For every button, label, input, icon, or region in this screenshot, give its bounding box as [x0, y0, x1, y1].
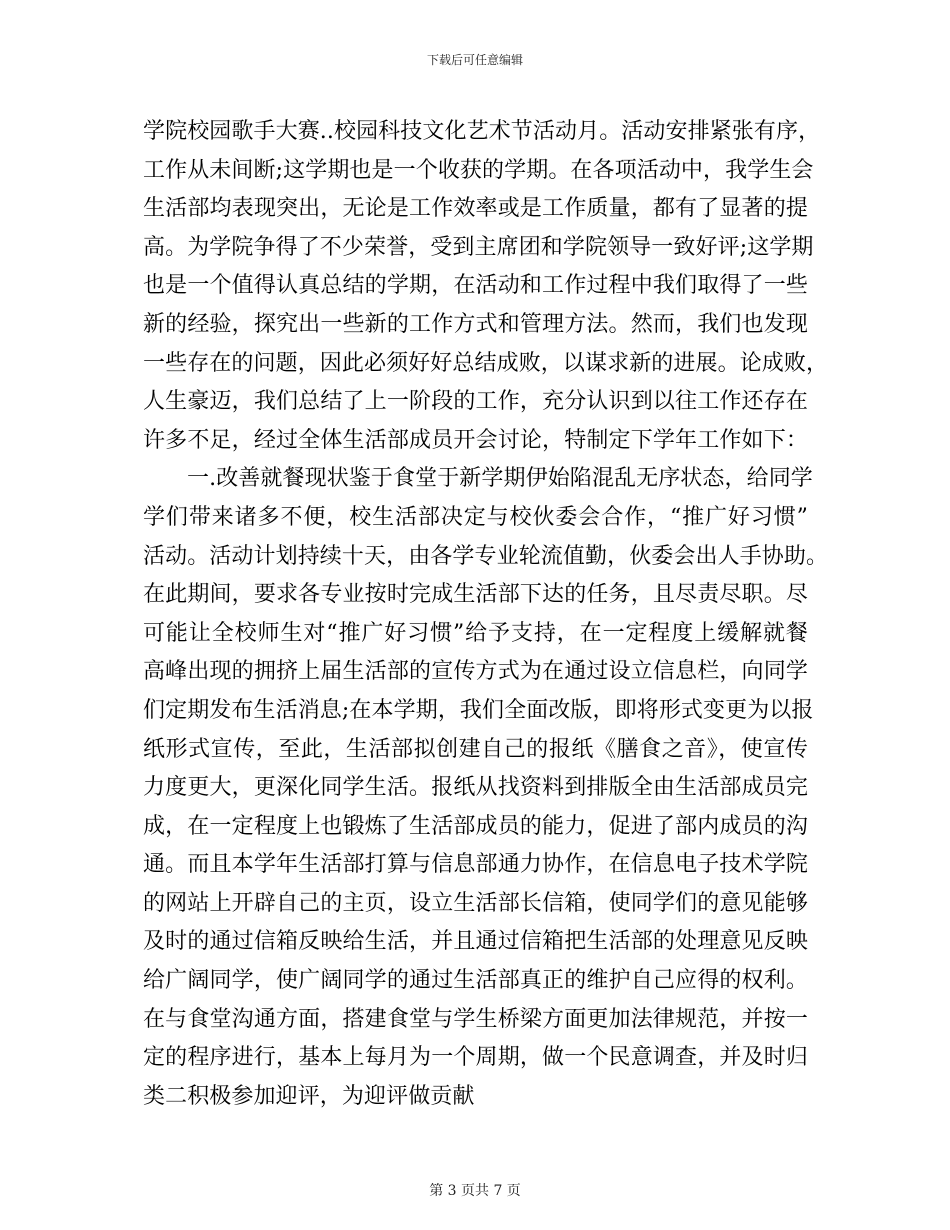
- text-line: 工作从未间断;这学期也是一个收获的学期。在各项活动中，我学生会: [143, 157, 814, 183]
- text-line: 新的经验，探究出一些新的工作方式和管理方法。然而，我们也发现: [143, 311, 808, 337]
- text-line: 们定期发布生活消息;在本学期，我们全面改版，即将形式变更为以报: [143, 697, 814, 723]
- text-line-last: 类二积极参加迎评，为迎评做贡献: [143, 1083, 475, 1109]
- document-body: [143, 113, 829, 1116]
- text-line: 力度更大，更深化同学生活。报纸从找资料到排版全由生活部成员完: [143, 775, 808, 801]
- text-line: 在此期间，要求各专业按时完成生活部下达的任务，且尽责尽职。尽: [143, 582, 808, 608]
- text-line: 也是一个值得认真总结的学期，在活动和工作过程中我们取得了一些: [143, 273, 808, 299]
- text-line: 高。为学院争得了不少荣誉，受到主席团和学院领导一致好评;这学期: [143, 234, 814, 260]
- text-line: 给广阔同学，使广阔同学的通过生活部真正的维护自己应得的权利。: [143, 968, 808, 994]
- text-line: 在与食堂沟通方面，搭建食堂与学生桥梁方面更加法律规范，并按一: [143, 1006, 808, 1032]
- text-line: 学们带来诸多不便，校生活部决定与校伙委会合作，“推广好习惯”: [143, 504, 808, 530]
- text-line: 通。而且本学年生活部打算与信息部通力协作，在信息电子技术学院: [143, 852, 808, 878]
- text-line: 高峰出现的拥挤上届生活部的宣传方式为在通过设立信息栏，向同学: [143, 659, 808, 685]
- text-line: 学院校园歌手大赛..校园科技文化艺术节活动月。活动安排紧张有序，: [143, 119, 821, 144]
- text-line: 定的程序进行，基本上每月为一个周期，做一个民意调查，并及时归: [143, 1045, 808, 1071]
- text-line: 一些存在的问题，因此必须好好总结成败，以谋求新的进展。论成败，: [143, 350, 829, 376]
- text-line: 生活部均表现突出，无论是工作效率或是工作质量，都有了显著的提: [143, 196, 808, 222]
- text-line: 活动。活动计划持续十天，由各学专业轮流值勤，伙委会出人手协助。: [143, 543, 829, 569]
- text-line: 可能让全校师生对“推广好习惯”给予支持，在一定程度上缓解就餐: [143, 620, 808, 646]
- text-line: 成，在一定程度上也锻炼了生活部成员的能力，促进了部内成员的沟: [143, 813, 808, 839]
- text-line: 许多不足，经过全体生活部成员开会讨论，特制定下学年工作如下：: [143, 427, 808, 453]
- text-line: 的网站上开辟自己的主页，设立生活部长信箱，使同学们的意见能够: [143, 890, 808, 916]
- page-header: 下载后可任意编辑: [426, 53, 523, 67]
- text-line: 人生豪迈，我们总结了上一阶段的工作，充分认识到以往工作还存在: [143, 389, 808, 415]
- text-line: 纸形式宣传，至此，生活部拟创建自己的报纸《膳食之音》，使宣传: [143, 736, 808, 762]
- text-line: 及时的通过信箱反映给生活，并且通过信箱把生活部的处理意见反映: [143, 929, 808, 955]
- page-number-footer: 第 3 页共 7 页: [429, 1183, 521, 1199]
- section-heading-line: 一.改善就餐现状鉴于食堂于新学期伊始陷混乱无序状态，给同学: [187, 466, 813, 492]
